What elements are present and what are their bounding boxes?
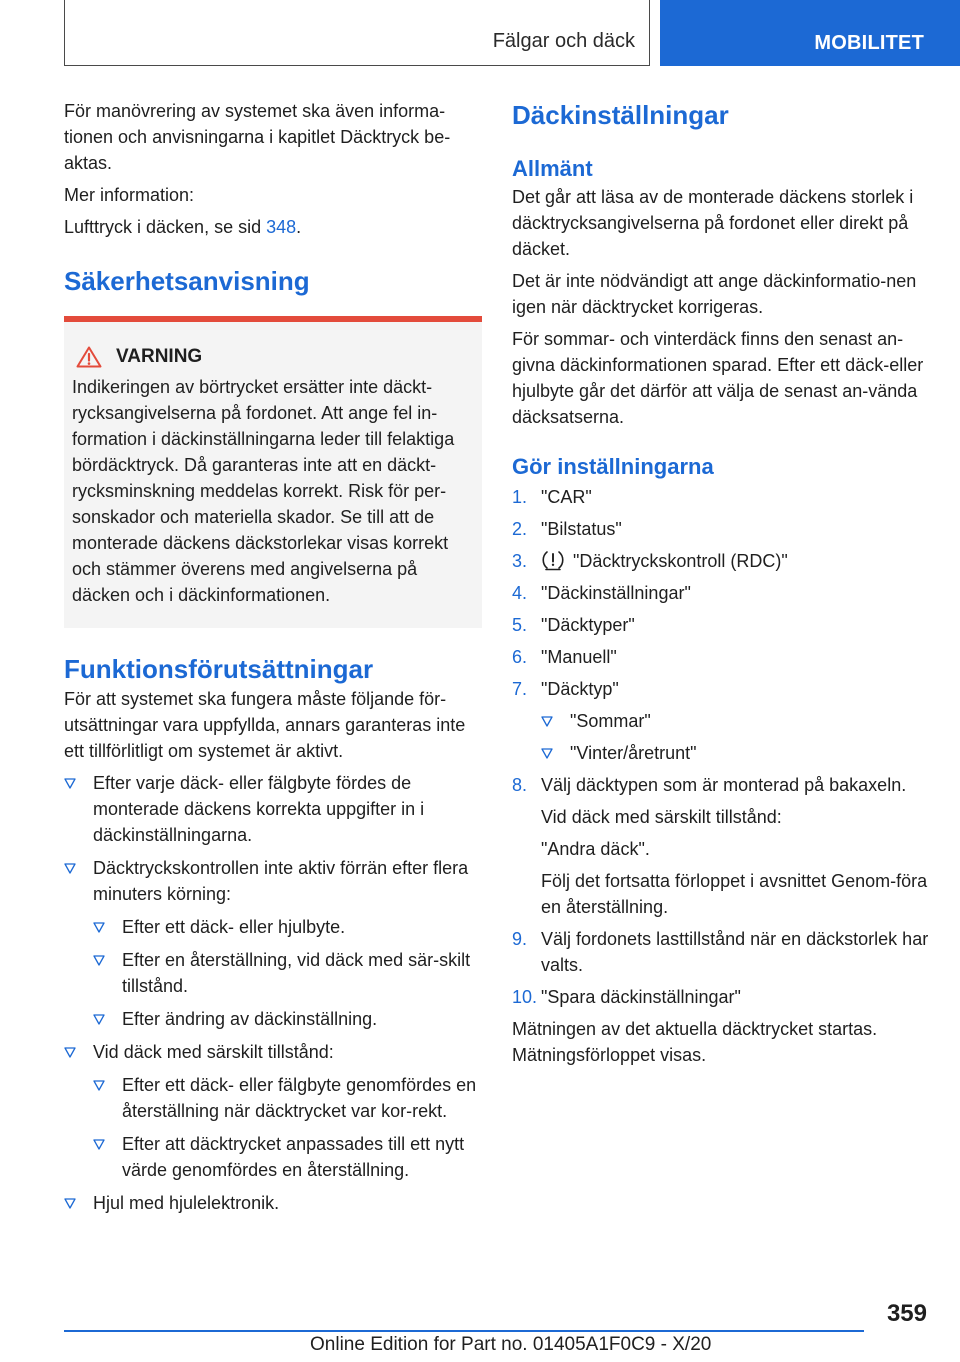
step-item (512, 676, 932, 766)
step-number: 8. (512, 775, 528, 795)
triangle-bullet-icon (541, 748, 553, 759)
step-item (512, 484, 932, 510)
prerequisites-heading: Funktionsförutsättningar (64, 654, 374, 684)
step-text: Välj däcktypen som är monterad på bakaxeln. (541, 775, 907, 795)
triangle-bullet-icon (64, 1047, 76, 1058)
list-item: Hjul med hjulelektronik. (64, 1190, 482, 1216)
intro-paragraph: För manövrering av systemet ska även informa-tionen och anvisningarna i kapitlet Däcktryck be-aktas. (64, 101, 451, 173)
right-column (512, 98, 932, 1074)
warning-title: VARNING (116, 346, 203, 367)
triangle-bullet-icon (64, 1198, 76, 1209)
tire-pressure-icon (541, 549, 565, 571)
warning-title-row (76, 346, 474, 368)
step-item (512, 984, 932, 1010)
list-item: Efter varje däck- eller fälgbyte fördes de monterade däckens korrekta uppgifter in i däckinställningarna. (64, 770, 482, 848)
more-info-text: Lufttryck i däcken, se sid (64, 217, 267, 237)
triangle-bullet-icon (541, 716, 553, 727)
general-paragraph-1: Det går att läsa av de monterade däckens storlek i däcktrycksangivelserna på fordonet eller direkt på däcket. (512, 187, 914, 259)
step-item (512, 580, 932, 606)
warning-text: Indikeringen av börtrycket ersätter inte däckt-rycksangivelserna på fordonet. Att ange fel in-formation i däckinställningarna leder till felaktiga bördäcktryck. Då garanteras inte att en däckt-rycksminskning meddelas korrekt. Risk för per-sonskador och materiella skador. Se till att de monterade däckens däckstorlekar visas korrekt och stämmer överens med angivelserna på däcken och i däckinformationen. (72, 377, 455, 605)
step-text: "Däcktyper" (541, 615, 635, 635)
list-item: Efter att däcktrycket anpassades till ett nytt värde genomfördes en återställning. (93, 1131, 482, 1183)
step-number: 4. (512, 583, 528, 603)
safety-heading: Säkerhetsanvisning (64, 266, 310, 296)
step-text: "Spara däckinställningar" (541, 987, 741, 1007)
chapter-tab[interactable] (660, 0, 960, 66)
warning-triangle-icon (76, 346, 102, 368)
general-paragraph-3: För sommar- och vinterdäck finns den senast an-givna däckinformationen sparad. Efter ett däck-eller hjulbyte går det därför att välja de senast an-vända däcksatserna. (512, 329, 924, 427)
sub-list (93, 914, 482, 1032)
step-continuation: Vid däck med särskilt tillstånd: "Andra däck". Följ det fortsatta förloppet i avsnittet Genom-föra en återställning. (541, 807, 928, 917)
chapter-title: MOBILITET (814, 32, 924, 54)
triangle-bullet-icon (64, 778, 76, 789)
step-number: 2. (512, 519, 528, 539)
option-item: "Vinter/åretrunt" (541, 740, 932, 766)
step-text: "Manuell" (541, 647, 617, 667)
prerequisites-list (64, 770, 482, 1216)
step-number: 10. (512, 987, 538, 1007)
triangle-bullet-icon (93, 922, 105, 933)
step-item (512, 644, 932, 670)
section-title: Fälgar och däck (492, 30, 635, 52)
list-item: Efter en återställning, vid däck med sär-skilt tillstånd. (93, 947, 482, 999)
triangle-bullet-icon (64, 863, 76, 874)
step-text: "Bilstatus" (541, 519, 622, 539)
page-link[interactable]: 348 (266, 217, 297, 237)
sub-list (93, 1072, 482, 1183)
step-item (512, 516, 932, 542)
more-info-line (64, 214, 482, 240)
page-number: 359 (886, 1300, 927, 1327)
triangle-bullet-icon (93, 955, 105, 966)
option-item: "Sommar" (541, 708, 932, 734)
step-number: 9. (512, 929, 528, 949)
step-number: 7. (512, 679, 528, 699)
more-info-label: Mer information: (64, 185, 195, 205)
list-item: Efter ett däck- eller fälgbyte genomfördes en återställning när däcktrycket var kor-rekt. (93, 1072, 482, 1124)
step-text: "Däcktyp" (541, 679, 619, 699)
step-number: 1. (512, 487, 528, 507)
warning-box (64, 316, 482, 628)
footer-edition: Online Edition for Part no. 01405A1F0C9 - X/20 (310, 1334, 712, 1355)
left-column (64, 98, 482, 1223)
header-section-box (64, 0, 650, 66)
list-item: Efter ett däck- eller hjulbyte. (93, 914, 482, 940)
step-item (512, 772, 932, 920)
settings-heading: Gör inställningarna (512, 454, 714, 479)
step-item (512, 548, 932, 574)
general-paragraph-2: Det är inte nödvändigt att ange däckinformatio-nen igen när däcktrycket korrigeras. (512, 271, 917, 317)
step-text: "Däcktryckskontroll (RDC)" (573, 551, 788, 571)
main-heading: Däckinställningar (512, 100, 729, 130)
list-item: Vid däck med särskilt tillstånd: Efter ett däck- eller fälgbyte genomfördes en återställning när däcktrycket var kor-rekt. Efter att däcktrycket anpassades till ett nytt värde genomfördes en återställning. (64, 1039, 482, 1183)
step-number: 5. (512, 615, 528, 635)
list-item: Efter ändring av däckinställning. (93, 1006, 482, 1032)
triangle-bullet-icon (93, 1014, 105, 1025)
footer-divider (64, 1330, 864, 1332)
triangle-bullet-icon (93, 1080, 105, 1091)
prerequisites-intro: För att systemet ska fungera måste följande för-utsättningar vara uppfyllda, annars garanteras inte ett tillförlitligt om systemet är aktivt. (64, 689, 466, 761)
step-item (512, 926, 932, 978)
step-item (512, 612, 932, 638)
step-text: Välj fordonets lasttillstånd när en däckstorlek har valts. (541, 929, 929, 975)
step-options (541, 708, 932, 766)
settings-steps (512, 484, 932, 1010)
more-info-end: . (296, 217, 302, 237)
list-item: Däcktryckskontrollen inte aktiv förrän efter flera minuters körning: Efter ett däck- eller hjulbyte. Efter en återställning, vid däck med sär-skilt tillstånd. Efter ändring av däckinställning. (64, 855, 482, 1032)
step-number: 6. (512, 647, 528, 667)
step-number: 3. (512, 551, 528, 571)
step-text: "Däckinställningar" (541, 583, 691, 603)
step-text: "CAR" (541, 487, 592, 507)
closing-paragraph: Mätningen av det aktuella däcktrycket startas. Mätningsförloppet visas. (512, 1019, 878, 1065)
triangle-bullet-icon (93, 1139, 105, 1150)
general-heading: Allmänt (512, 156, 593, 181)
